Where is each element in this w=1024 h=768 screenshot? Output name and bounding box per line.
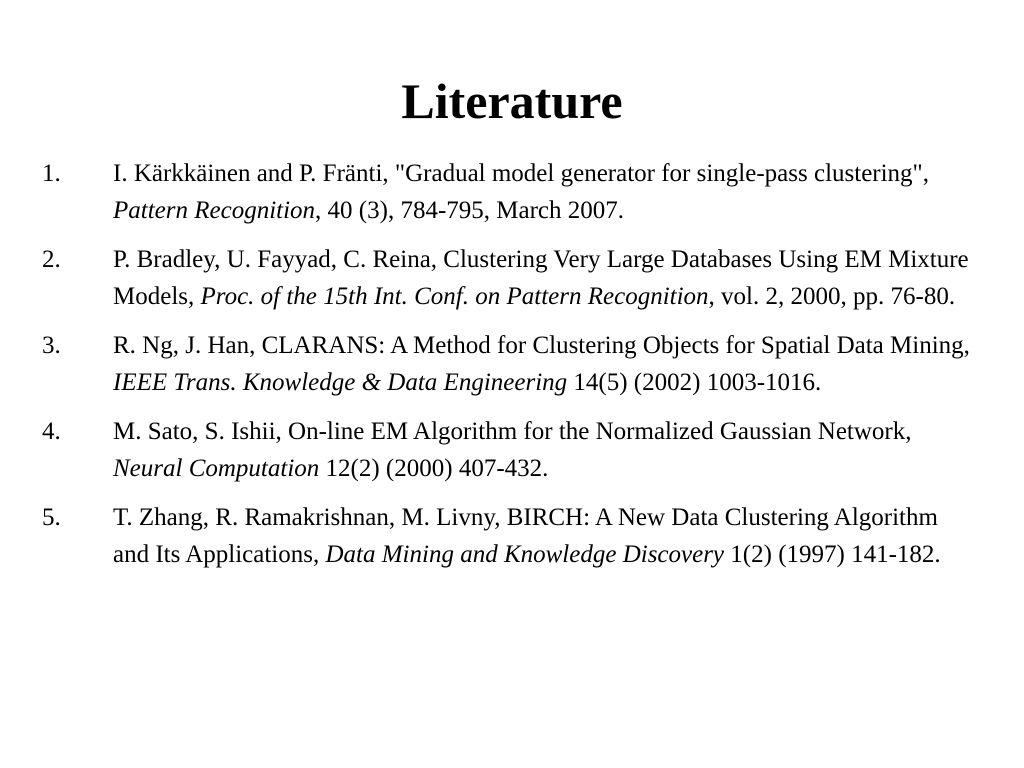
slide-title: Literature bbox=[401, 72, 623, 129]
reference-authors-title: I. Kärkkäinen and P. Fränti, "Gradual model generator for single-pass clustering", bbox=[113, 160, 930, 187]
reference-details: , 40 (3), 784-795, March 2007. bbox=[315, 197, 625, 224]
reference-list bbox=[42, 155, 972, 585]
reference-number: 3. bbox=[42, 332, 61, 359]
reference-authors-title: R. Ng, J. Han, CLARANS: A Method for Clustering Objects for Spatial Data Mining, bbox=[113, 332, 970, 359]
reference-number: 4. bbox=[42, 418, 61, 445]
reference-text bbox=[113, 413, 972, 487]
reference-venue: Neural Computation bbox=[113, 455, 320, 482]
reference-venue: Data Mining and Knowledge Discovery bbox=[325, 541, 725, 568]
reference-venue: Pattern Recognition bbox=[113, 197, 316, 224]
reference-text bbox=[113, 327, 972, 401]
reference-details: 12(2) (2000) 407-432. bbox=[319, 455, 549, 482]
reference-text bbox=[113, 155, 972, 229]
reference-number: 5. bbox=[42, 504, 61, 531]
reference-number: 1. bbox=[42, 160, 61, 187]
reference-details: , vol. 2, 2000, pp. 76-80. bbox=[708, 283, 956, 310]
reference-venue: IEEE Trans. Knowledge & Data Engineering bbox=[113, 369, 568, 396]
reference-item bbox=[42, 413, 972, 487]
reference-item bbox=[42, 327, 972, 401]
reference-text bbox=[113, 499, 972, 573]
reference-venue: Proc. of the 15th Int. Conf. on Pattern Recognition bbox=[200, 283, 709, 310]
reference-details: 1(2) (1997) 141-182. bbox=[724, 541, 941, 568]
reference-authors-title: P. Bradley, U. Fayyad, C. Reina, Clustering Very Large Databases Using EM Mixture Models, bbox=[113, 246, 969, 310]
reference-number: 2. bbox=[42, 246, 61, 273]
reference-text bbox=[113, 241, 972, 315]
reference-item bbox=[42, 155, 972, 229]
reference-details: 14(5) (2002) 1003-1016. bbox=[567, 369, 822, 396]
reference-authors-title: M. Sato, S. Ishii, On-line EM Algorithm for the Normalized Gaussian Network, bbox=[113, 418, 912, 445]
reference-item bbox=[42, 241, 972, 315]
reference-authors-title: T. Zhang, R. Ramakrishnan, M. Livny, BIRCH: A New Data Clustering Algorithm and Its Applications, bbox=[113, 504, 938, 568]
reference-item bbox=[42, 499, 972, 573]
